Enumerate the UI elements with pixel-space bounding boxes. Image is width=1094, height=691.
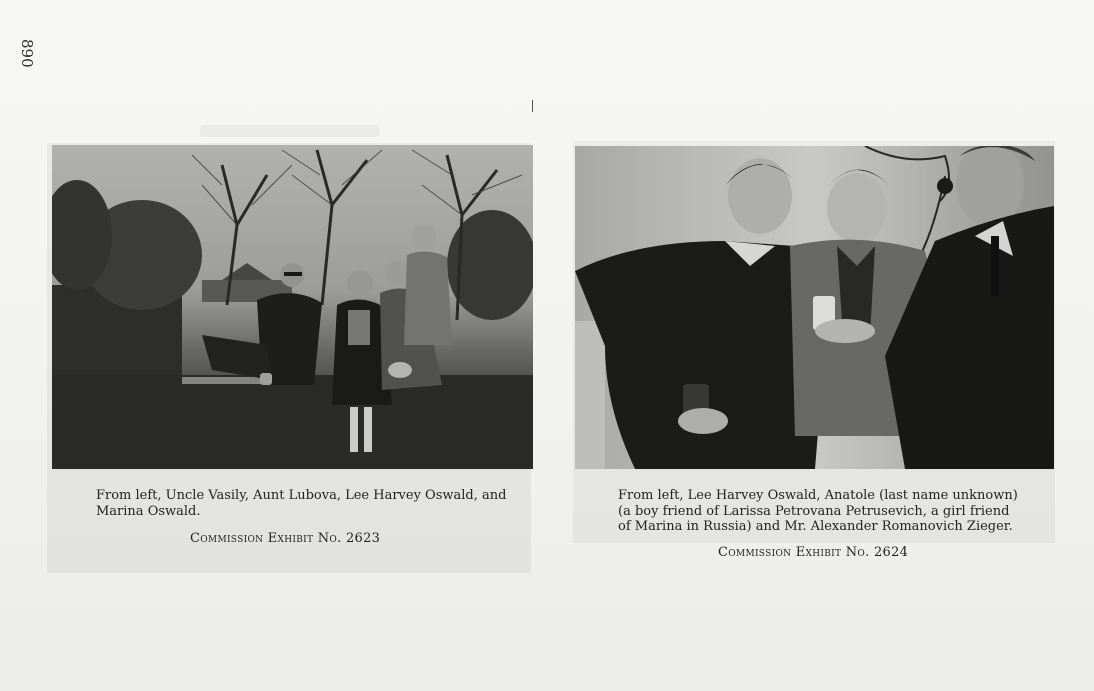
caption-exhibit-2623: From left, Uncle Vasily, Aunt Lubova, Lee Harvey Oswald, and Marina Oswald.	[96, 488, 507, 519]
exhibit-label-2623: Commission Exhibit No. 2623	[190, 531, 381, 546]
gutter-mark	[532, 100, 533, 112]
bleed-through-smudge	[200, 125, 380, 137]
page-number: 890	[18, 39, 36, 68]
photo-exhibit-2623	[52, 145, 533, 469]
caption-exhibit-2624: From left, Lee Harvey Oswald, Anatole (last name unknown) (a boy friend of Larissa Petrovana Petrusevich, a girl friend of Marina in Russia) and Mr. Alexander Romanovich Zieger.	[618, 488, 1018, 534]
exhibit-label-2624: Commission Exhibit No. 2624	[718, 545, 909, 560]
photo-exhibit-2624	[575, 146, 1054, 469]
